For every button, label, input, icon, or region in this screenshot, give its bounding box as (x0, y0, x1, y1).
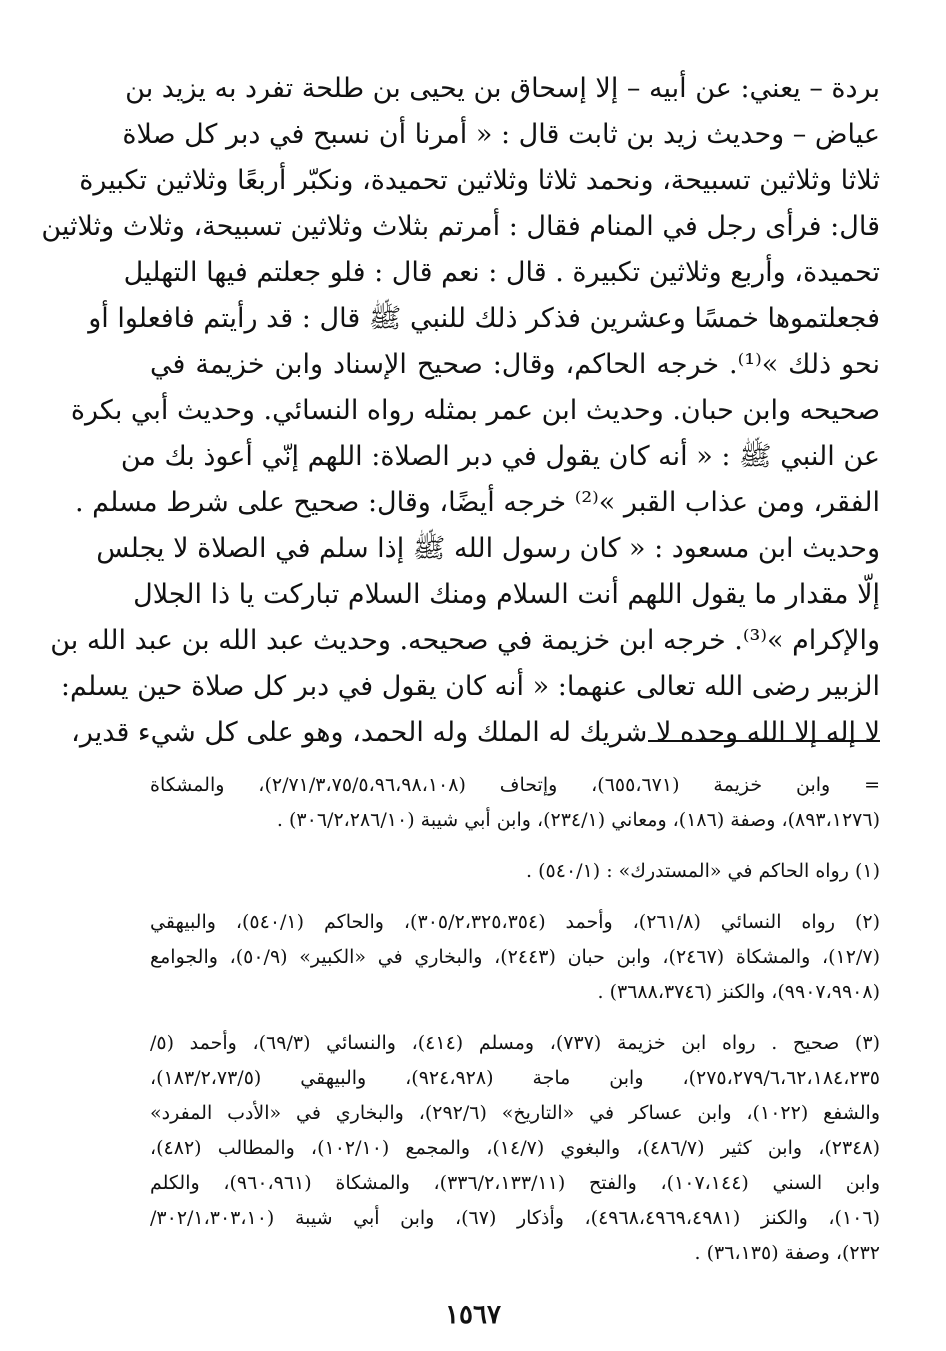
main-text-line: وحديث ابن مسعود : « كان رسول الله ﷺ إذا سلم في الصلاة لا يجلس (96, 533, 880, 564)
main-text-line: صحيحه وابن حبان. وحديث ابن عمر بمثله رواه النسائي. وحديث أبي بكرة (70, 395, 880, 426)
main-text-line: قال: فرأى رجل في المنام فقال : أمرتم بثلاث وثلاثين تسبيحة، وثلاث وثلاثين (41, 211, 880, 242)
main-text-line: الفقر، ومن عذاب القبر »⁽²⁾ خرجه أيضًا، وقال: صحيح على شرط مسلم . (75, 487, 880, 518)
main-text-line: تحميدة، وأربع وثلاثين تكبيرة . قال : نعم قال : فلو جعلتم فيها التهليل (123, 257, 880, 288)
footnotes (150, 768, 880, 1287)
footnote-line: (٣) صحيح . رواه ابن خزيمة (٧٣٧)، ومسلم (٤١٤)، والنسائي (٦٩/٣)، وأحمد (٥/ (150, 1032, 880, 1054)
main-text-line: عياض – وحديث زيد بن ثابت قال : « أمرنا أن نسبح في دبر كل صلاة (122, 119, 880, 150)
footnote-3 (150, 1026, 880, 1271)
footnote-separator (648, 740, 880, 742)
footnote-line: ٢٧٥،٢٧٩/٦،٦٢،١٨٤،٢٣٥)، وابن ماجة (٩٢٤،٩٢٨)، والبيهقي (١٨٣/٢،٧٣/٥)، (150, 1067, 881, 1089)
main-text-line: فجعلتموها خمسًا وعشرين فذكر ذلك للنبي ﷺ قال : قد رأيتم فافعلوا أو (88, 303, 880, 334)
footnote-line: (٩٩٠٧،٩٩٠٨)، والكنز (٣٦٨٨،٣٧٤٦) . (597, 981, 880, 1003)
footnote-line: ٢٣٢)، وصفة (٣٦،١٣٥) . (694, 1242, 880, 1264)
footnote-line: (١) رواه الحاكم في «المستدرك» : (٥٤٠/١) . (526, 860, 880, 882)
footnote-line: والشفع (١٠٢٢)، وابن عساكر في «التاريخ» (٢٩٢/٦)، والبخاري في «الأدب المفرد» (150, 1102, 880, 1124)
footnote-line: وابن السني (١٠٧،١٤٤)، والفتح (٣٣٦/٢،١٣٣/١١)، والمشكاة (٩٦٠،٩٦١)، والكلم (150, 1172, 881, 1194)
footnote-line: (٢٣٤٨)، وابن كثير (٤٨٦/٧)، والبغوي (١٤/٧)، والمجمع (١٠٢/١٠)، والمطالب (٤٨٢)، (150, 1137, 880, 1159)
footnote-line: (٢) رواه النسائي (٢٦١/٨)، وأحمد (٣٠٥/٢،٣٢٥،٣٥٤)، والحاكم (٥٤٠/١)، والبيهقي (150, 911, 880, 933)
footnote-line: (١٢/٧)، والمشكاة (٢٤٦٧)، وابن حبان (٢٤٤٣)، والبخاري في «الكبير» (٥٠/٩)، والجوامع (150, 946, 880, 968)
main-text-line: لا إله إلا الله وحده لا شريك له الملك وله الحمد، وهو على كل شيء قدير، (71, 717, 880, 748)
main-text-line: إلّا مقدار ما يقول اللهم أنت السلام ومنك السلام تباركت يا ذا الجلال (133, 579, 880, 610)
page-number: ١٥٦٧ (445, 1300, 501, 1330)
footnote-continuation (150, 768, 880, 838)
footnote-line: (٨٩٣،١٢٧٦)، وصفة (١٨٦)، ومعاني (٢٣٤/١)، وابن أبي شيبة (٣٠٦/٢،٢٨٦/١٠) . (276, 809, 880, 831)
footnote-line: (١٠٦)، والكنز (٤٩٦٨،٤٩٦٩،٤٩٨١)، وأذكار (٦٧)، وابن أبي شيبة (٣٠٢/١،٣٠٣،١٠/ (150, 1207, 880, 1229)
footnote-1 (150, 854, 880, 889)
footnote-2 (150, 905, 880, 1010)
main-text-line: نحو ذلك »⁽¹⁾. خرجه الحاكم، وقال: صحيح الإسناد وابن خزيمة في (150, 349, 880, 380)
main-text-line: والإكرام »⁽³⁾. خرجه ابن خزيمة في صحيحه. وحديث عبد الله بن عبد الله بن (50, 625, 880, 656)
main-text-line: بردة – يعني: عن أبيه – إلا إسحاق بن يحيى بن طلحة تفرد به يزيد بن (125, 73, 880, 104)
main-text-line: ثلاثا وثلاثين تسبيحة، ونحمد ثلاثا وثلاثين تحميدة، ونكبّر أربعًا وثلاثين تكبيرة (79, 165, 880, 196)
main-text (41, 66, 880, 756)
footnote-line: = وابن خزيمة (٦٥٥،٦٧١)، وإتحاف (٢/٧١/٣،٧٥/٥،٩٦،٩٨،١٠٨)، والمشكاة (150, 774, 881, 796)
main-text-line: الزبير رضى الله تعالى عنهما: « أنه كان يقول في دبر كل صلاة حين يسلم: (60, 671, 880, 702)
main-text-line: عن النبي ﷺ : « أنه كان يقول في دبر الصلاة: اللهم إنّي أعوذ بك من (120, 441, 880, 472)
